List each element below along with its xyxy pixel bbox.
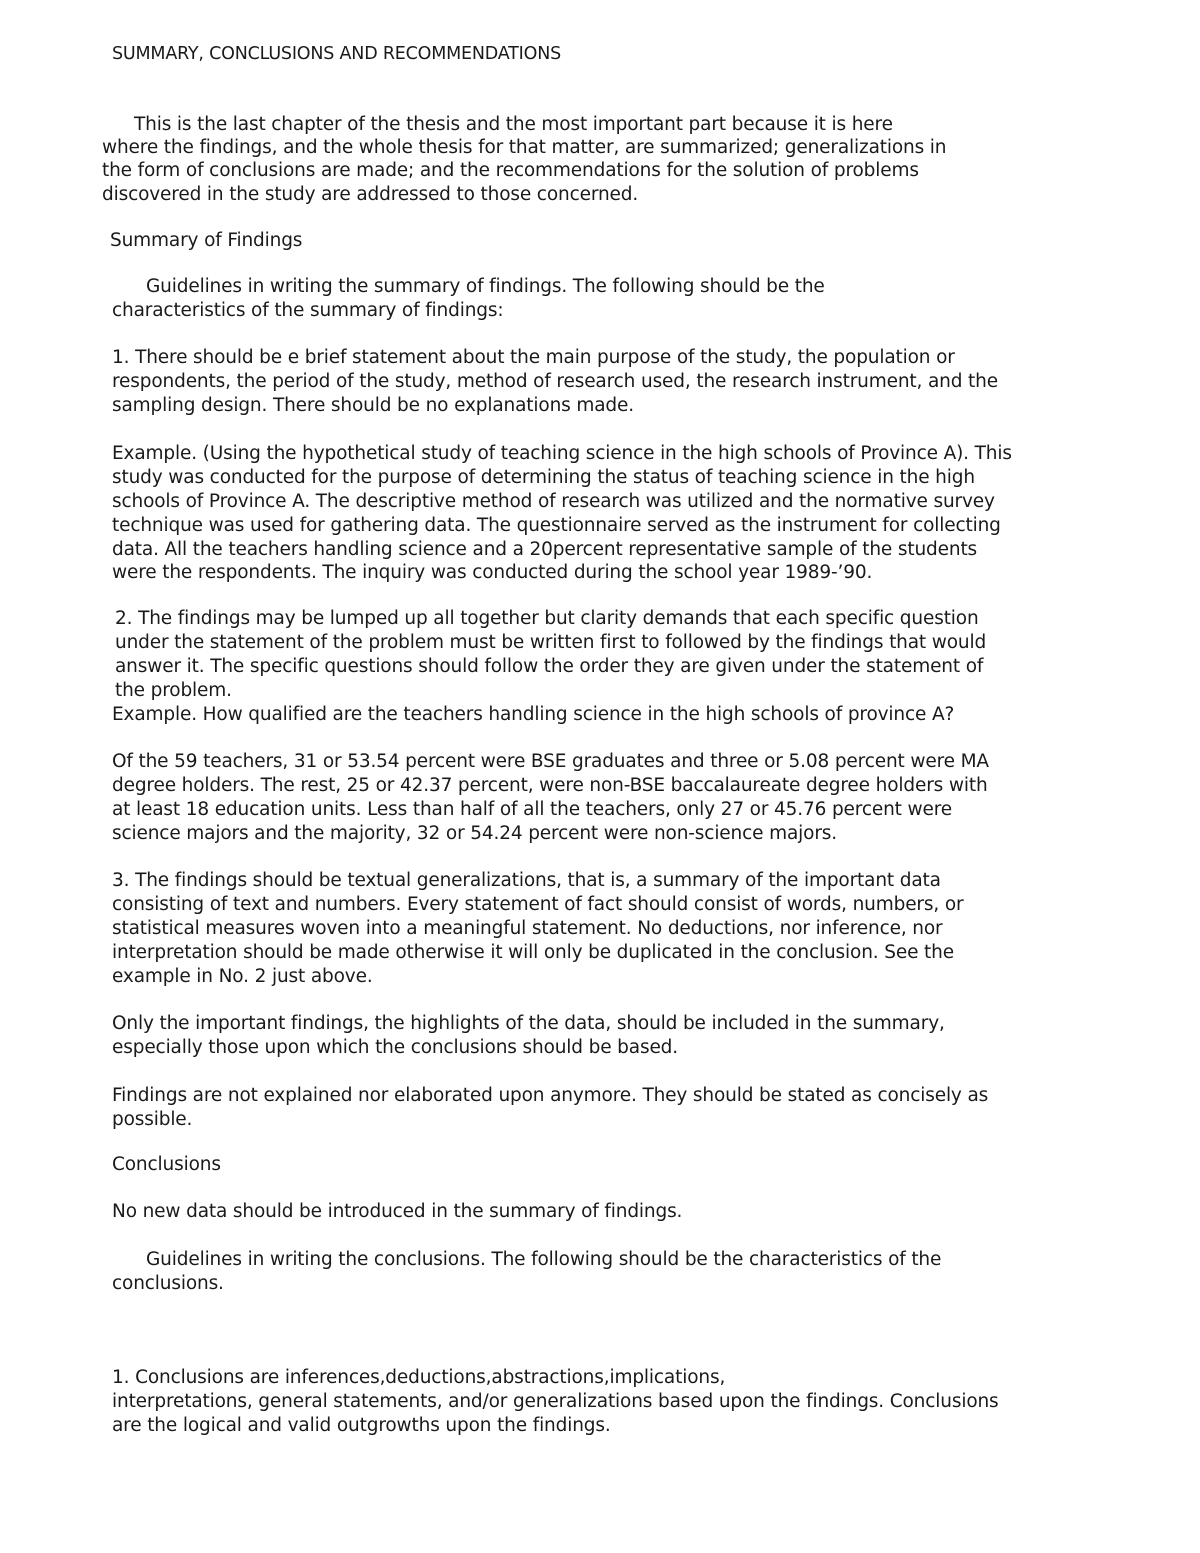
summary-of-findings-heading: Summary of Findings: [110, 230, 303, 251]
text-line: data. All the teachers handling science and a 20percent representative sample of the students: [112, 539, 978, 560]
document-title: SUMMARY, CONCLUSIONS AND RECOMMENDATIONS: [112, 44, 561, 64]
text-line: where the findings, and the whole thesis for that matter, are summarized; generalizations in: [102, 137, 947, 158]
text-line: Findings are not explained nor elaborated upon anymore. They should be stated as concisely as: [112, 1085, 989, 1106]
text-line: Only the important findings, the highlights of the data, should be included in the summary,: [112, 1013, 945, 1034]
text-line: Guidelines in writing the summary of findings. The following should be the: [146, 276, 825, 297]
text-line: technique was used for gathering data. The questionnaire served as the instrument for collecting: [112, 515, 1001, 536]
text-line: possible.: [112, 1109, 193, 1130]
text-line: 2. The findings may be lumped up all together but clarity demands that each specific question: [115, 608, 979, 629]
text-line: 1. Conclusions are inferences,deductions,abstractions,implications,: [112, 1367, 726, 1388]
text-line: conclusions.: [112, 1273, 224, 1294]
text-line: the problem.: [115, 680, 232, 701]
text-line: example in No. 2 just above.: [112, 966, 373, 987]
text-line: characteristics of the summary of findings:: [112, 300, 504, 321]
text-line: answer it. The specific questions should follow the order they are given under the statement of: [115, 656, 984, 677]
text-line: 3. The findings should be textual generalizations, that is, a summary of the important data: [112, 870, 941, 891]
example-2-question: Example. How qualified are the teachers handling science in the high schools of province A?: [112, 704, 955, 725]
text-line: under the statement of the problem must be written first to followed by the findings that would: [115, 632, 987, 653]
text-line: were the respondents. The inquiry was conducted during the school year 1989-’90.: [112, 562, 873, 583]
text-line: Of the 59 teachers, 31 or 53.54 percent were BSE graduates and three or 5.08 percent were MA: [112, 751, 989, 772]
conclusions-heading: Conclusions: [112, 1154, 221, 1175]
text-line: interpretations, general statements, and/or generalizations based upon the findings. Conclusions: [112, 1391, 999, 1412]
text-line: at least 18 education units. Less than half of all the teachers, only 27 or 45.76 percent were: [112, 799, 952, 820]
text-line: sampling design. There should be no explanations made.: [112, 395, 634, 416]
text-line: study was conducted for the purpose of determining the status of teaching science in the high: [112, 467, 975, 488]
text-line: the form of conclusions are made; and the recommendations for the solution of problems: [102, 160, 919, 181]
text-line: especially those upon which the conclusions should be based.: [112, 1037, 678, 1058]
text-line: 1. There should be e brief statement about the main purpose of the study, the population or: [112, 347, 955, 368]
no-new-data-paragraph: No new data should be introduced in the summary of findings.: [112, 1201, 683, 1222]
text-line: Guidelines in writing the conclusions. The following should be the characteristics of the: [146, 1249, 942, 1270]
text-line: science majors and the majority, 32 or 54.24 percent were non-science majors.: [112, 823, 837, 844]
text-line: consisting of text and numbers. Every statement of fact should consist of words, numbers, or: [112, 894, 964, 915]
text-line: interpretation should be made otherwise it will only be duplicated in the conclusion. See the: [112, 942, 954, 963]
text-line: respondents, the period of the study, method of research used, the research instrument, and the: [112, 371, 998, 392]
text-line: degree holders. The rest, 25 or 42.37 percent, were non-BSE baccalaureate degree holders with: [112, 775, 988, 796]
text-line: discovered in the study are addressed to those concerned.: [102, 184, 639, 205]
text-line: are the logical and valid outgrowths upon the findings.: [112, 1415, 611, 1436]
text-line: statistical measures woven into a meaningful statement. No deductions, nor inference, nor: [112, 918, 943, 939]
text-line: Example. (Using the hypothetical study of teaching science in the high schools of Province A). This: [112, 443, 1012, 464]
text-line: schools of Province A. The descriptive method of research was utilized and the normative survey: [112, 491, 995, 512]
text-line: This is the last chapter of the thesis and the most important part because it is here: [134, 114, 893, 135]
